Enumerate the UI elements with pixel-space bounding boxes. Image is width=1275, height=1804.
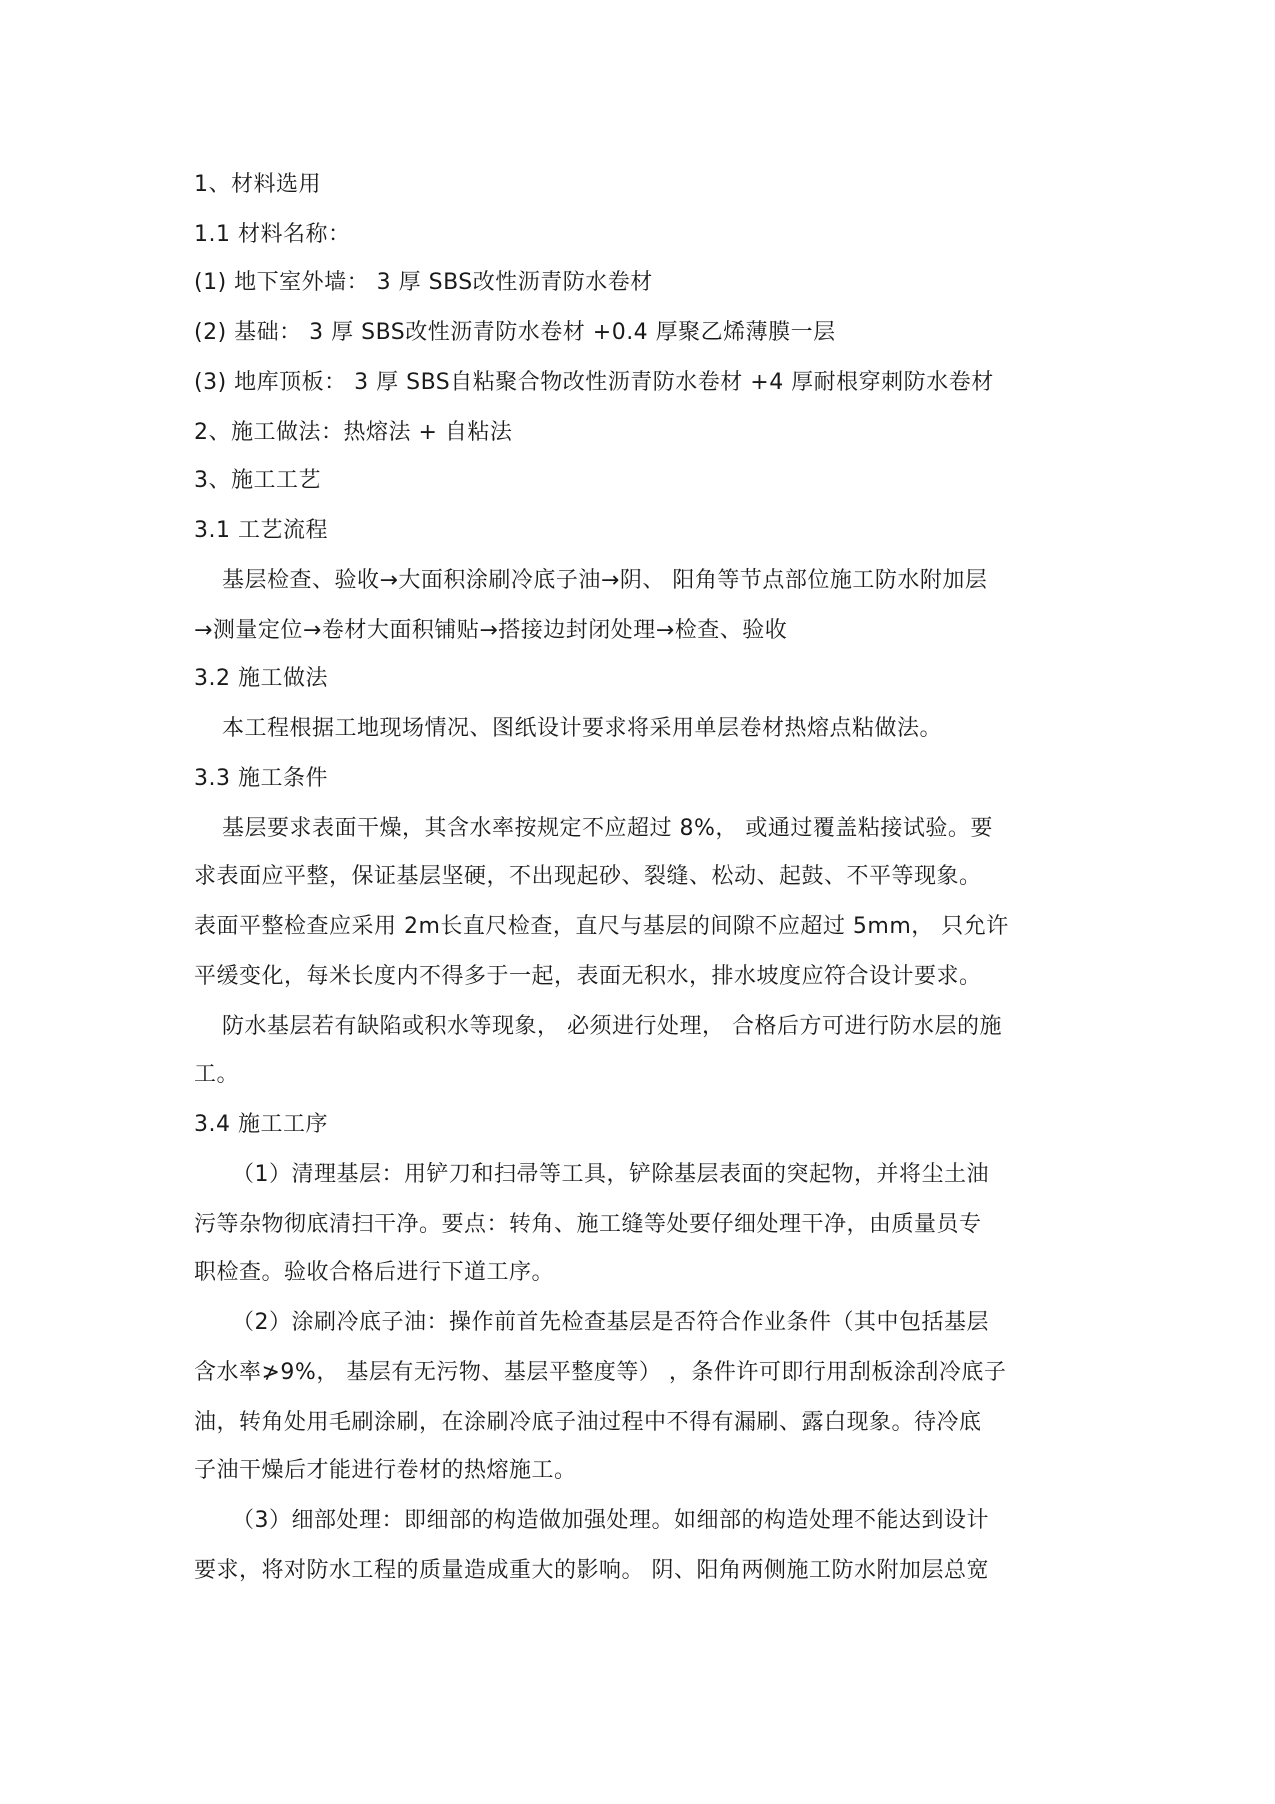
subheading-process-flow: 3.1 工艺流程 — [194, 518, 328, 543]
subheading-procedure: 3.4 施工工序 — [194, 1112, 328, 1137]
paragraph-line: 职检查。验收合格后进行下道工序。 — [194, 1260, 555, 1285]
paragraph-line: 求表面应平整，保证基层坚硬，不出现起砂、裂缝、松动、起鼓、不平等现象。 — [194, 864, 982, 889]
subheading-conditions: 3.3 施工条件 — [194, 766, 328, 791]
heading-construction-method: 2、施工做法：热熔法 + 自粘法 — [194, 420, 513, 445]
material-item-1: (1) 地下室外墙： 3 厚 SBS改性沥青防水卷材 — [194, 270, 653, 295]
heading-process: 3、施工工艺 — [194, 468, 321, 493]
paragraph-line: （3）细部处理：即细部的构造做加强处理。如细部的构造处理不能达到设计 — [232, 1508, 989, 1533]
paragraph-line: 污等杂物彻底清扫干净。要点：转角、施工缝等处要仔细处理干净，由质量员专 — [194, 1212, 982, 1237]
subheading-method: 3.2 施工做法 — [194, 666, 328, 691]
paragraph-line: 表面平整检查应采用 2m长直尺检查，直尺与基层的间隙不应超过 5mm， 只允许 — [194, 914, 1009, 939]
subheading-material-names: 1.1 材料名称： — [194, 222, 351, 247]
paragraph-line: 要求，将对防水工程的质量造成重大的影响。 阴、阳角两侧施工防水附加层总宽 — [194, 1558, 989, 1583]
paragraph-line: 本工程根据工地现场情况、图纸设计要求将采用单层卷材热熔点粘做法。 — [222, 716, 943, 741]
heading-materials: 1、材料选用 — [194, 172, 321, 197]
paragraph-line: 基层检查、验收→大面积涂刷冷底子油→阴、 阳角等节点部位施工防水附加层 — [222, 568, 988, 593]
paragraph-line: 基层要求表面干燥，其含水率按规定不应超过 8%， 或通过覆盖粘接试验。要 — [222, 816, 993, 841]
material-item-3: (3) 地库顶板： 3 厚 SBS自粘聚合物改性沥青防水卷材 +4 厚耐根穿刺防水卷材 — [194, 370, 994, 395]
paragraph-line: 油，转角处用毛刷涂刷，在涂刷冷底子油过程中不得有漏刷、露白现象。待冷底 — [194, 1410, 982, 1435]
paragraph-line: 子油干燥后才能进行卷材的热熔施工。 — [194, 1458, 577, 1483]
paragraph-line: 含水率≯9%， 基层有无污物、基层平整度等） ，条件许可即行用刮板涂刮冷底子 — [194, 1360, 1007, 1385]
paragraph-line: （2）涂刷冷底子油：操作前首先检查基层是否符合作业条件（其中包括基层 — [232, 1310, 989, 1335]
material-item-2: (2) 基础： 3 厚 SBS改性沥青防水卷材 +0.4 厚聚乙烯薄膜一层 — [194, 320, 836, 345]
paragraph-line: 防水基层若有缺陷或积水等现象， 必须进行处理， 合格后方可进行防水层的施 — [222, 1014, 1002, 1039]
paragraph-line: （1）清理基层：用铲刀和扫帚等工具，铲除基层表面的突起物，并将尘土油 — [232, 1162, 989, 1187]
paragraph-line: 工。 — [194, 1062, 240, 1087]
paragraph-line: 平缓变化，每米长度内不得多于一起，表面无积水，排水坡度应符合设计要求。 — [194, 964, 982, 989]
paragraph-line: →测量定位→卷材大面积铺贴→搭接边封闭处理→检查、验收 — [194, 618, 788, 643]
